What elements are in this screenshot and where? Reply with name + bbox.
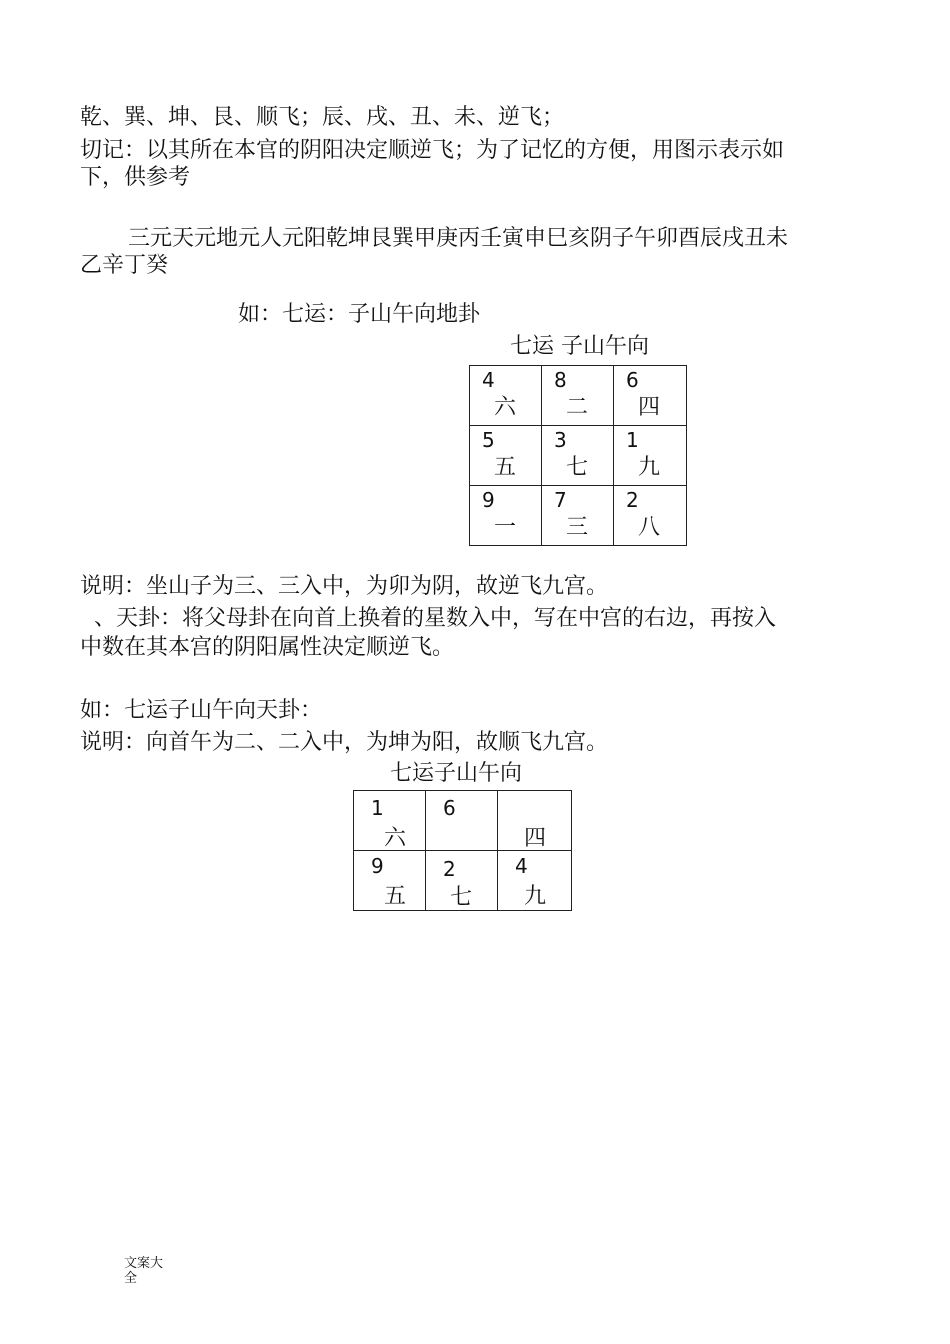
grid2-cell — [426, 851, 498, 911]
paragraph-sanyuan-line1: 三元天元地元人元阳乾坤艮巽甲庚丙壬寅申巳亥阴子午卯酉辰戌丑未 — [128, 226, 789, 251]
paragraph-remember-line2: 下，供参考 — [80, 165, 191, 190]
grid2-cell-number: 9 — [371, 854, 384, 878]
paragraph-sanyuan-line2: 乙辛丁癸 — [80, 253, 169, 278]
example-heading-earth: 如：七运：子山午向地卦 — [238, 302, 481, 327]
grid1-cell-number: 2 — [626, 488, 639, 512]
grid2-cell — [354, 851, 426, 911]
grid1-cell-star: 一 — [494, 515, 517, 540]
grid1-cell — [542, 366, 614, 426]
grid2-cell-number: 6 — [443, 796, 456, 820]
explanation-heaven: 说明：向首午为二、二入中，为坤为阳，故顺飞九宫。 — [80, 730, 609, 755]
grid1-cell-number: 5 — [482, 428, 495, 452]
grid2-title: 七运子山午向 — [390, 761, 523, 786]
grid1-cell-star: 八 — [638, 515, 661, 540]
grid1-cell — [614, 426, 687, 486]
grid2-cell — [354, 791, 426, 851]
paragraph-heaven-line1: 、天卦：将父母卦在向首上换着的星数入中，写在中宫的右边，再按入 — [94, 606, 777, 631]
grid2-cell-number: 1 — [371, 796, 384, 820]
grid1-cell-star: 二 — [566, 395, 589, 420]
page-footer: 文案大全 — [124, 1256, 164, 1286]
grid1-cell-star: 九 — [638, 455, 661, 480]
grid2-cell-star: 九 — [524, 884, 547, 909]
grid2-cell-star: 七 — [450, 885, 473, 910]
grid1-cell-number: 8 — [554, 368, 567, 392]
grid1-cell-number: 9 — [482, 488, 495, 512]
grid2-cell-star: 六 — [384, 826, 407, 851]
flying-star-grid-heaven — [353, 790, 572, 911]
paragraph-remember-line1: 切记：以其所在本官的阴阳决定顺逆飞；为了记忆的方便，用图示表示如 — [80, 138, 785, 163]
grid2-cell-star: 五 — [384, 884, 407, 909]
grid1-cell — [470, 486, 542, 546]
grid1-cell-star: 六 — [494, 395, 517, 420]
grid2-cell — [498, 791, 572, 851]
grid2-cell — [426, 791, 498, 851]
grid1-cell — [470, 426, 542, 486]
grid1-cell — [614, 366, 687, 426]
paragraph-trigram-flight: 乾、巽、坤、艮、顺飞；辰、戌、丑、未、逆飞； — [80, 105, 565, 130]
grid2-cell-number: 4 — [515, 854, 528, 878]
grid1-cell-star: 三 — [566, 515, 589, 540]
grid1-cell-number: 3 — [554, 428, 567, 452]
grid2-cell — [498, 851, 572, 911]
grid1-cell-number: 6 — [626, 368, 639, 392]
grid2-cell-number: 2 — [443, 857, 456, 881]
grid1-cell — [542, 486, 614, 546]
grid1-cell-number: 4 — [482, 368, 495, 392]
grid1-title: 七运 子山午向 — [510, 334, 649, 359]
grid1-cell — [542, 426, 614, 486]
grid1-cell-star: 七 — [566, 455, 589, 480]
flying-star-grid-earth — [469, 365, 687, 546]
grid1-cell — [470, 366, 542, 426]
grid2-cell-star: 四 — [524, 826, 547, 851]
example-heading-heaven: 如：七运子山午向天卦： — [80, 698, 323, 723]
grid1-cell-star: 五 — [494, 455, 517, 480]
grid1-cell — [614, 486, 687, 546]
paragraph-heaven-line2: 中数在其本宫的阴阳属性决定顺逆飞。 — [80, 635, 455, 660]
grid1-cell-number: 1 — [626, 428, 639, 452]
grid1-cell-star: 四 — [638, 395, 661, 420]
explanation-earth: 说明：坐山子为三、三入中，为卯为阴，故逆飞九宫。 — [80, 574, 609, 599]
grid1-cell-number: 7 — [554, 488, 567, 512]
